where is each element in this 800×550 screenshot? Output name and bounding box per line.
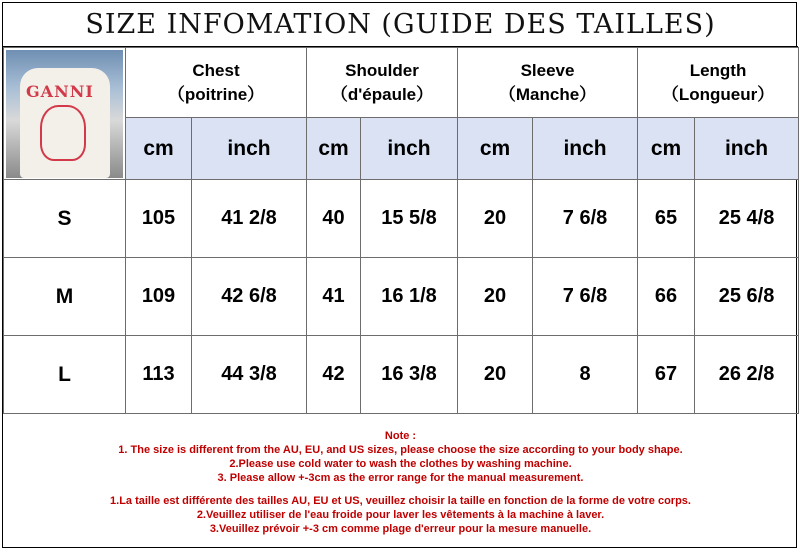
unit-cm: cm: [638, 118, 695, 180]
cell-value: 20: [458, 336, 533, 414]
table-row: [4, 258, 799, 336]
cell-value: 25 4/8: [695, 180, 799, 258]
header-label-fr: （poitrine）: [167, 84, 265, 104]
cell-value: 16 3/8: [361, 336, 458, 414]
cell-value: 66: [638, 258, 695, 336]
note-fr-1: 1.La taille est différente des tailles AU, EU et US, veuillez choisir la taille en fonction de la forme de votre corps.: [110, 495, 691, 507]
note-en-1: 1. The size is different from the AU, EU, and US sizes, please choose the size according to your body shape.: [118, 444, 683, 456]
size-label: S: [4, 180, 126, 258]
header-label: Shoulder: [345, 60, 419, 80]
unit-inch: inch: [361, 118, 458, 180]
unit-inch: inch: [192, 118, 307, 180]
unit-cm: cm: [458, 118, 533, 180]
notes-heading: Note :: [384, 430, 417, 442]
cell-value: 7 6/8: [533, 258, 638, 336]
header-label-fr: （d'épaule）: [330, 84, 434, 104]
note-fr-2: 2.Veuillez utiliser de l'eau froide pour laver les vêtements à la machine à laver.: [196, 509, 605, 521]
cat-print-shape: [40, 105, 86, 161]
size-chart: [2, 2, 797, 548]
size-table: [3, 47, 799, 414]
note-en-2: 2.Please use cold water to wash the clothes by washing machine.: [229, 458, 572, 470]
header-label: Sleeve: [520, 60, 575, 80]
cell-value: 42: [307, 336, 361, 414]
cell-value: 16 1/8: [361, 258, 458, 336]
header-chest: [126, 48, 307, 118]
unit-inch: inch: [533, 118, 638, 180]
product-photo-cell: [4, 48, 126, 180]
table-row: [4, 180, 799, 258]
header-label-fr: （Longueur）: [661, 84, 775, 104]
cell-value: 44 3/8: [192, 336, 307, 414]
notes-spacer: [3, 485, 798, 494]
table-row: [4, 336, 799, 414]
cell-value: 26 2/8: [695, 336, 799, 414]
cell-value: 65: [638, 180, 695, 258]
shirt-logo-text: GANNI: [26, 81, 94, 101]
cell-value: 40: [307, 180, 361, 258]
cell-value: 41: [307, 258, 361, 336]
header-row: [4, 48, 799, 118]
cell-value: 20: [458, 258, 533, 336]
header-shoulder: [307, 48, 458, 118]
cell-value: 20: [458, 180, 533, 258]
chart-title: SIZE INFOMATION (GUIDE DES TAILLES): [3, 3, 798, 47]
cell-value: 67: [638, 336, 695, 414]
cell-value: 109: [126, 258, 192, 336]
product-photo: [6, 50, 123, 178]
unit-cm: cm: [126, 118, 192, 180]
cell-value: 113: [126, 336, 192, 414]
cell-value: 7 6/8: [533, 180, 638, 258]
note-fr-3: 3.Veuillez prévoir +-3 cm comme plage d'erreur pour la mesure manuelle.: [209, 523, 592, 535]
cell-value: 25 6/8: [695, 258, 799, 336]
notes-section: [3, 426, 798, 548]
size-label: M: [4, 258, 126, 336]
cell-value: 105: [126, 180, 192, 258]
cell-value: 8: [533, 336, 638, 414]
header-length: [638, 48, 799, 118]
cell-value: 15 5/8: [361, 180, 458, 258]
cell-value: 42 6/8: [192, 258, 307, 336]
header-sleeve: [458, 48, 638, 118]
header-label-fr: （Manche）: [498, 84, 597, 104]
cell-value: 41 2/8: [192, 180, 307, 258]
header-label: Chest: [192, 60, 240, 80]
header-label: Length: [689, 60, 747, 80]
unit-inch: inch: [695, 118, 799, 180]
note-en-3: 3. Please allow +-3cm as the error range for the manual measurement.: [217, 472, 584, 484]
size-label: L: [4, 336, 126, 414]
unit-cm: cm: [307, 118, 361, 180]
